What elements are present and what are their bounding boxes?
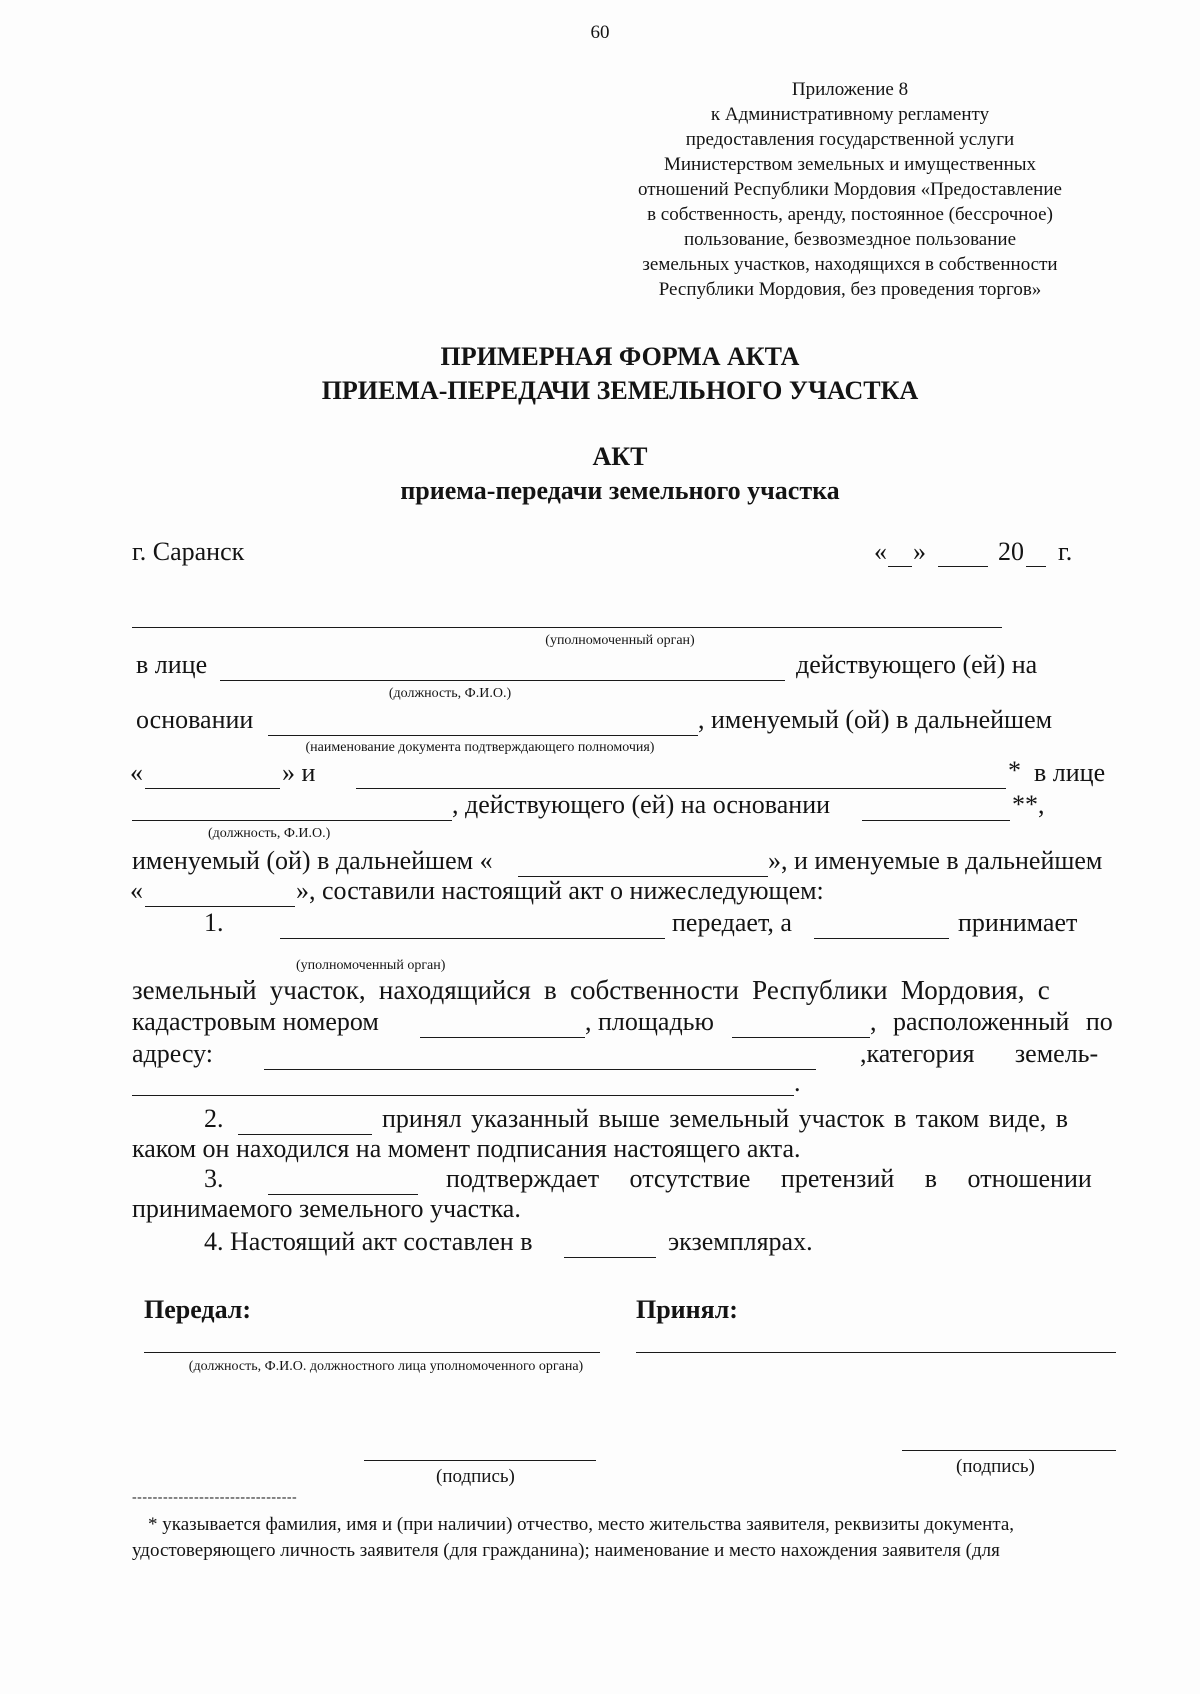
star-mark: * [1008, 756, 1021, 785]
representative-blank[interactable] [220, 680, 785, 681]
month-blank[interactable] [938, 566, 988, 567]
category-label: ,категория земель- [860, 1039, 1099, 1068]
located-label: , расположенный по [870, 1007, 1113, 1036]
p4-text: 4. Настоящий акт составлен в [204, 1227, 533, 1256]
acting-on-basis-label: , действующего (ей) на основании [452, 790, 831, 819]
annex-line: отношений Республики Мордовия «Предоставление [638, 179, 1062, 200]
day-blank[interactable] [888, 566, 912, 567]
transferred-signature-blank[interactable] [364, 1460, 596, 1461]
cadastral-label: кадастровым номером [132, 1007, 379, 1036]
footnote-separator: -------------------------------- [132, 1490, 298, 1505]
party1-name-blank[interactable] [145, 788, 280, 789]
year-suffix: г. [1058, 537, 1073, 566]
area-label: , площадью [585, 1007, 714, 1036]
compiled-text: », составили настоящий акт о нижеследующем: [296, 876, 824, 905]
authority-hint: (уполномоченный орган) [545, 633, 695, 648]
annex-line: пользование, безвозмездное пользование [683, 229, 1017, 250]
quote-open-2: « [130, 876, 143, 905]
in-person-label: в лице [136, 650, 208, 679]
annex-line: Министерством земельных и имущественных [663, 154, 1037, 175]
party2-position-blank[interactable] [132, 820, 452, 821]
p2-text: принял указанный выше земельный участок в таком виде, в [382, 1104, 1069, 1133]
accepted-signature-blank[interactable] [902, 1450, 1116, 1451]
act-subheading: приема-передачи земельного участка [400, 476, 840, 505]
p1-authority-blank[interactable] [280, 938, 665, 939]
annex-line: земельных участков, находящихся в собственности [642, 254, 1058, 275]
category-period: . [794, 1068, 801, 1097]
acting-on-label: действующего (ей) на [796, 650, 1038, 679]
double-star: **, [1012, 790, 1045, 819]
p1-number: 1. [204, 908, 224, 937]
cadastral-number-blank[interactable] [420, 1037, 585, 1038]
date-quote-open: « [874, 537, 887, 566]
annex-line: к Административному регламенту [710, 104, 990, 125]
copies-count-blank[interactable] [564, 1257, 656, 1258]
footnote-line: * указывается фамилия, имя и (при наличии) отчество, место жительства заявителя, реквизиты документа, [148, 1514, 1015, 1535]
area-blank[interactable] [732, 1037, 870, 1038]
and-named-further-label: », и именуемые в дальнейшем [768, 846, 1103, 875]
named-further-label: , именуемый (ой) в дальнейшем [698, 705, 1053, 734]
annex-line: в собственность, аренду, постоянное (бессрочное) [647, 204, 1053, 225]
land-category-blank[interactable] [132, 1095, 794, 1096]
accepted-heading: Принял: [636, 1295, 738, 1324]
year-blank[interactable] [1026, 566, 1046, 567]
position-name-hint: (должность, Ф.И.О.) [388, 686, 512, 701]
transferred-official-blank[interactable] [144, 1352, 600, 1353]
year-prefix: 20 [998, 537, 1024, 566]
annex-line: Приложение 8 [791, 79, 909, 100]
party2-shortname-blank[interactable] [145, 906, 295, 907]
transferred-heading: Передал: [144, 1295, 252, 1324]
p1-transfers-label: передает, а [672, 908, 792, 937]
place: г. Саранск [132, 537, 245, 566]
p3-continuation: принимаемого земельного участка. [132, 1194, 521, 1223]
p1-receiver-blank[interactable] [814, 938, 949, 939]
quote-open: « [130, 758, 143, 787]
authority-blank[interactable] [132, 627, 1002, 628]
p4-copies-label: экземплярах. [668, 1227, 813, 1256]
document-name-hint: (наименование документа подтверждающего полномочия) [305, 740, 655, 755]
form-title: ПРИМЕРНАЯ ФОРМА АКТА [440, 342, 800, 371]
footnote-line: удостоверяющего личность заявителя (для гражданина); наименование и место нахождения заявителя (для [132, 1540, 1000, 1561]
signature-hint-right: (подпись) [956, 1456, 1035, 1477]
accepted-official-blank[interactable] [636, 1352, 1116, 1353]
p1-accepts-label: принимает [958, 908, 1078, 937]
quote-close-and: » и [282, 758, 316, 787]
p3-number: 3. [204, 1164, 224, 1193]
annex-line: Республики Мордовия, без проведения торгов» [658, 279, 1042, 300]
page-number: 60 [590, 22, 610, 43]
p3-text: подтверждает отсутствие претензий в отношении [446, 1164, 1092, 1193]
position-name-hint-2: (должность, Ф.И.О.) [208, 826, 331, 841]
form-title: ПРИЕМА-ПЕРЕДАЧИ ЗЕМЕЛЬНОГО УЧАСТКА [321, 376, 919, 405]
p2-number: 2. [204, 1104, 224, 1133]
official-hint: (должность, Ф.И.О. должностного лица уполномоченного органа) [188, 1359, 584, 1374]
star-in-person-label: в лице [1034, 758, 1106, 787]
plot-line: земельный участок, находящийся в собственности Республики Мордовия, с [132, 975, 1050, 1005]
authority-hint-2: (уполномоченный орган) [296, 958, 446, 973]
party2-basis-blank[interactable] [862, 820, 1010, 821]
address-blank[interactable] [264, 1069, 816, 1070]
named-further-label-2: именуемый (ой) в дальнейшем « [132, 846, 493, 875]
act-heading: АКТ [592, 442, 648, 471]
basis-label: основании [136, 705, 254, 734]
party2-blank[interactable] [356, 788, 1006, 789]
p2-continuation: каком он находился на момент подписания настоящего акта. [132, 1134, 801, 1163]
date-quote-close: » [913, 537, 926, 566]
signature-hint-left: (подпись) [436, 1466, 515, 1487]
annex-line: предоставления государственной услуги [685, 129, 1015, 150]
address-label: адресу: [132, 1039, 214, 1068]
basis-document-blank[interactable] [268, 735, 698, 736]
